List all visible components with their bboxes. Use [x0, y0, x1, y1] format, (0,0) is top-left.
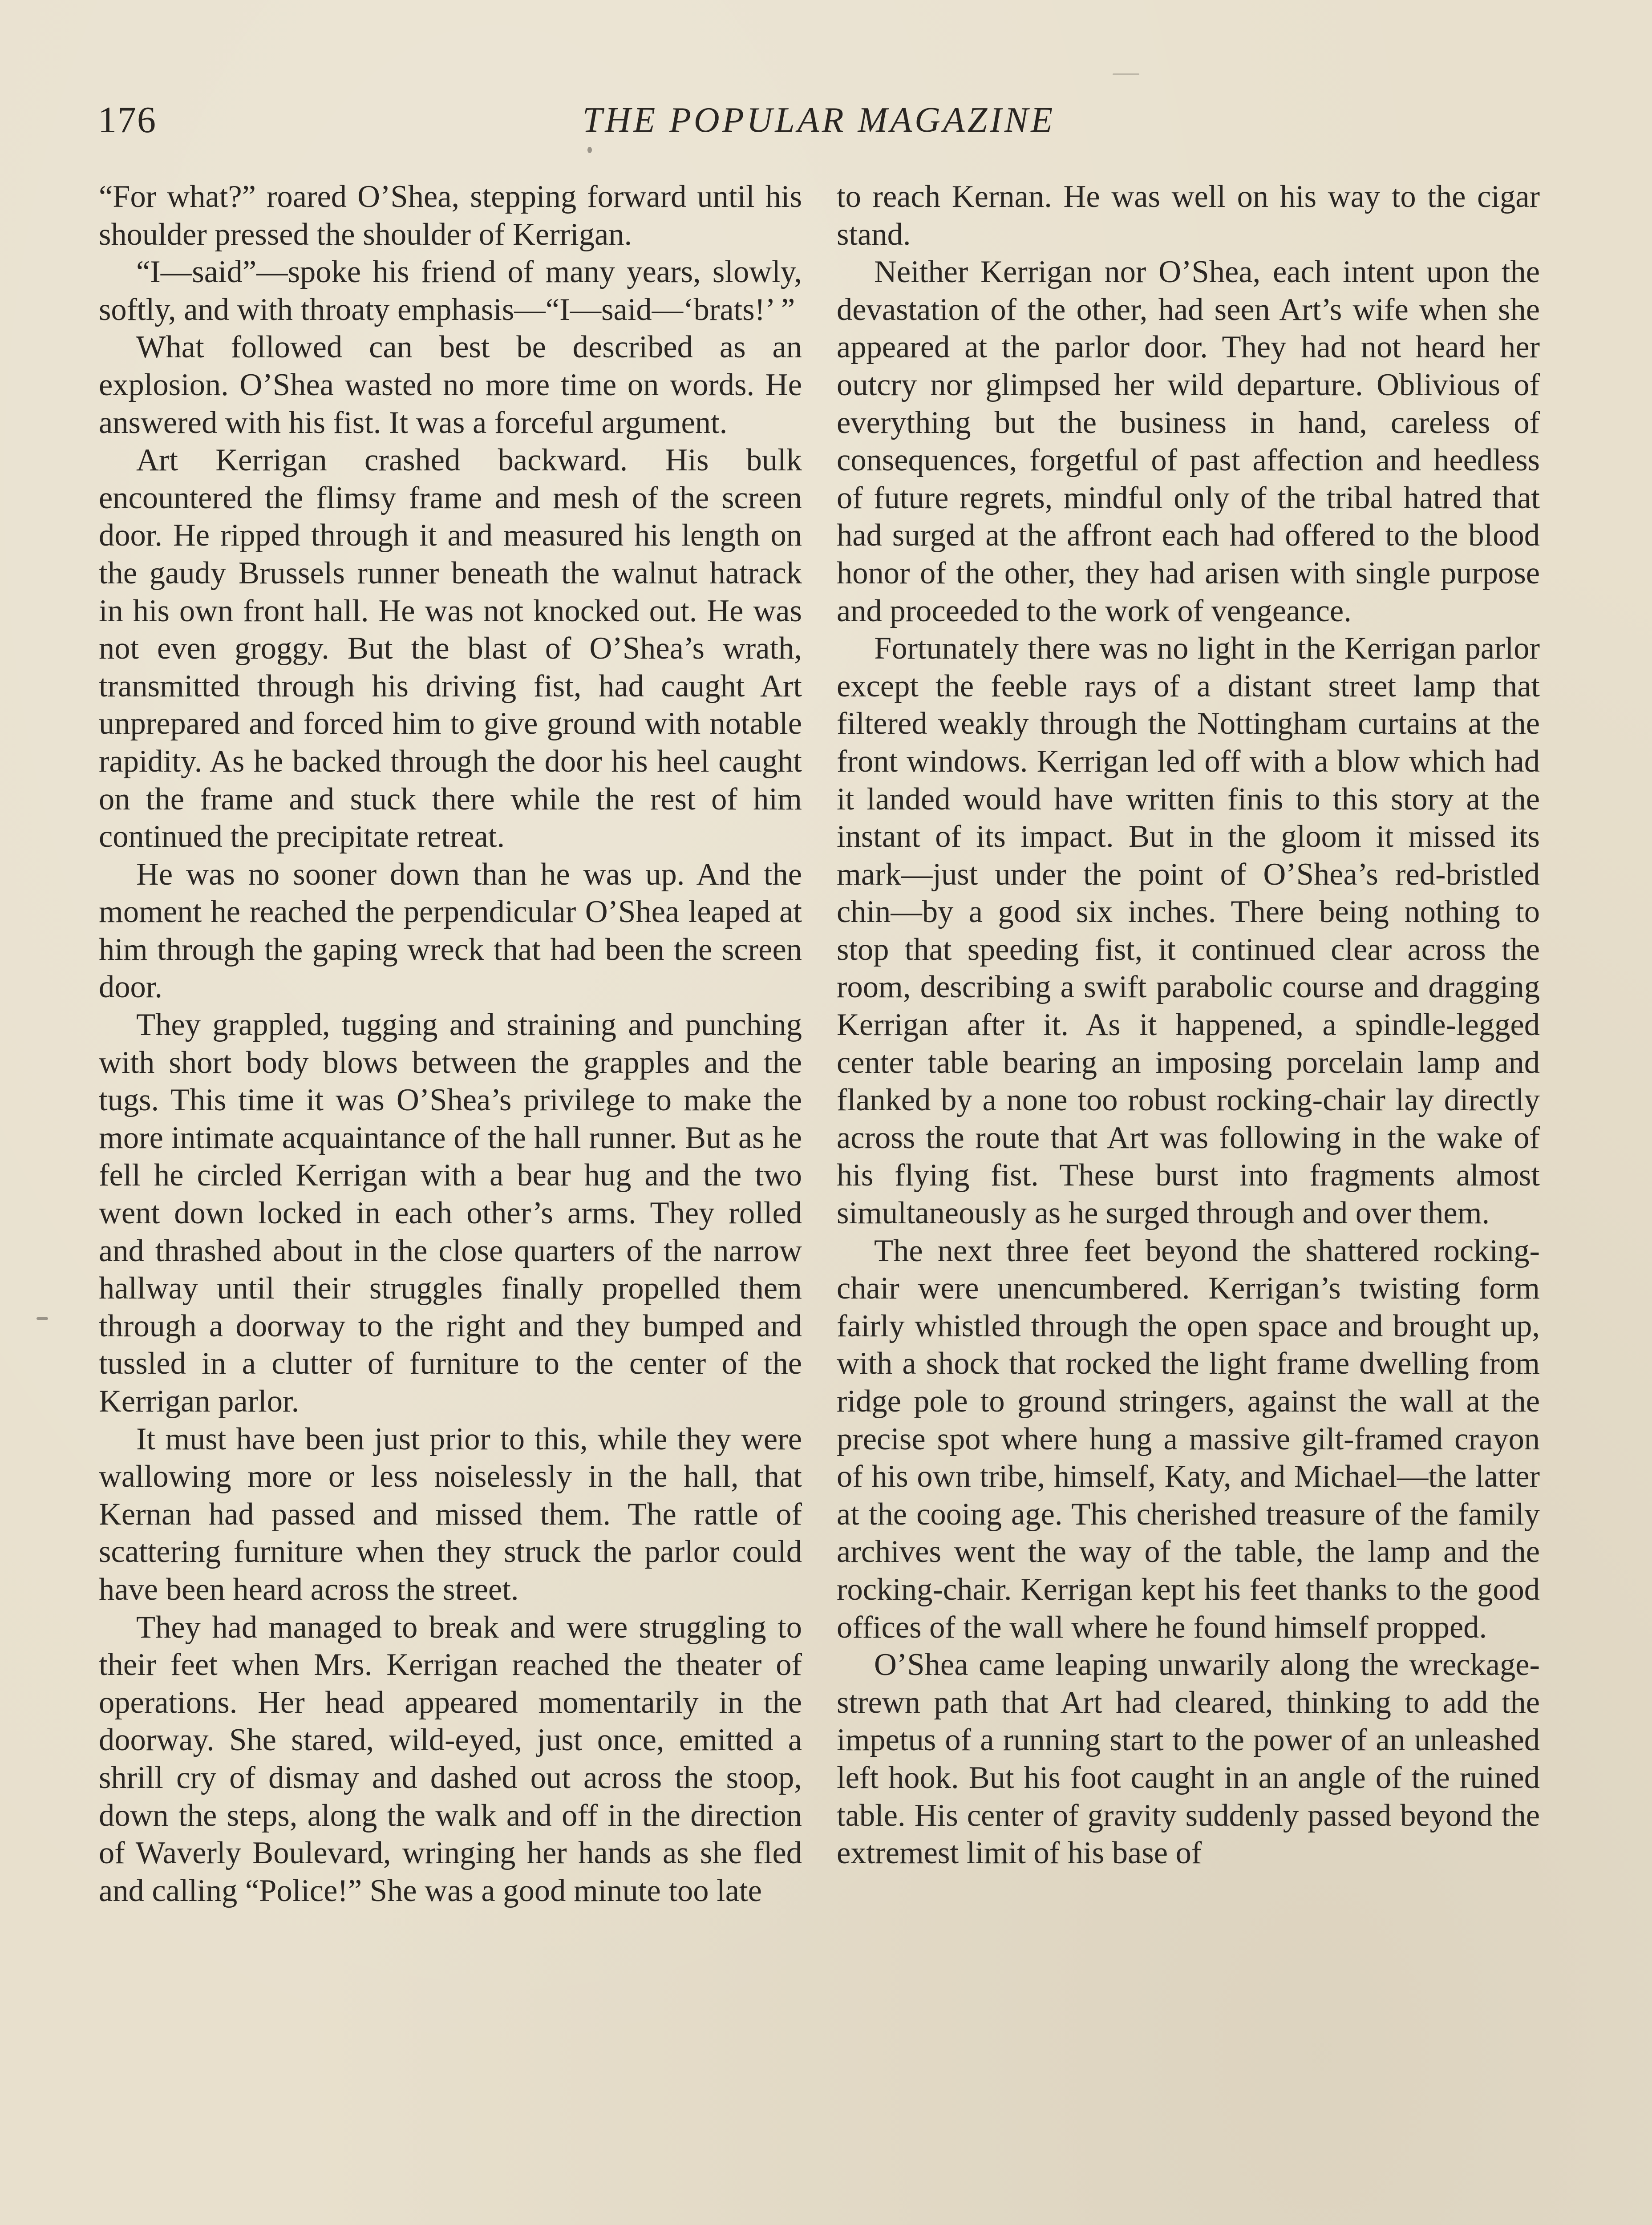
page-number: 176 [98, 99, 157, 141]
paragraph: The next three feet beyond the shattered rocking-chair were unencumbered. Kerrigan’s twisting form fairly whistled through the open space and brought up, with a shock that rocked the light frame dwelling from ridge pole to ground stringers, against the wall at the precise spot where hung a massive gilt-framed crayon of his own tribe, himself, Katy, and Michael—the latter at the cooing age. This cherished treasure of the family archives went the way of the table, the lamp and the rocking-chair. Kerrigan kept his feet thanks to the good offices of the wall where he found himself propped. [837, 1233, 1540, 1645]
paper-speck [1113, 73, 1139, 75]
paragraph: Fortunately there was no light in the Kerrigan parlor except the feeble rays of a distant street lamp that filtered weakly through the Nottingham curtains at the front windows. Kerrigan led off with a blow which had it landed would have written finis to this story at the instant of its impact. But in the gloom it missed its mark—just under the point of O’Shea’s red-bristled chin—by a good six inches. There being nothing to stop that speeding fist, it continued clear across the room, describing a swift parabolic course and dragging Kerrigan after it. As it happened, a spindle-legged center table bearing an imposing porcelain lamp and flanked by a none too robust rocking-chair lay directly across the route that Art was following in the wake of his flying fist. These burst into fragments almost simultaneously as he surged through and over them. [837, 631, 1540, 1231]
paragraph: “For what?” roared O’Shea, stepping forward until his shoulder pressed the shoulder of Kerrigan. [99, 179, 802, 252]
paper-speck [587, 147, 592, 153]
paragraph: “I—said”—spoke his friend of many years, slowly, softly, and with throaty emphasis—“I—said—‘brats!’ ” [99, 255, 802, 327]
page-header [98, 96, 1540, 149]
paragraph: Neither Kerrigan nor O’Shea, each intent upon the devastation of the other, had seen Art’s wife when she appeared at the parlor door. They had not heard her outcry nor glimpsed her wild departure. Oblivious of everything but the business in hand, careless of consequences, forgetful of past affection and heedless of future regrets, mindful only of the tribal hatred that had surged at the affront each had offered to the blood honor of the other, they had arisen with single purpose and proceeded to the work of vengeance. [837, 255, 1540, 628]
right-column [837, 178, 1540, 1872]
paragraph: It must have been just prior to this, while they were wallowing more or less noiselessly in the hall, that Kernan had passed and missed them. The rattle of scattering furniture when they struck the parlor could have been heard across the street. [99, 1421, 802, 1607]
paragraph: Art Kerrigan crashed backward. His bulk encountered the flimsy frame and mesh of the screen door. He ripped through it and measured his length on the gaudy Brussels runner beneath the walnut hatrack in his own front hall. He was not knocked out. He was not even groggy. But the blast of O’Shea’s wrath, transmitted through his driving fist, had caught Art unprepared and forced him to give ground with notable rapidity. As he backed through the door his heel caught on the frame and stuck there while the rest of him continued the precipitate retreat. [99, 443, 802, 854]
paragraph: What followed can best be described as an explosion. O’Shea wasted no more time on words. He answered with his fist. It was a forceful argument. [99, 330, 802, 440]
paragraph: They grappled, tugging and straining and punching with short body blows between the grapples and the tugs. This time it was O’Shea’s privilege to make the more intimate acquaintance of the hall runner. But as he fell he circled Kerrigan with a bear hug and the two went down locked in each other’s arms. They rolled and thrashed about in the close quarters of the narrow hallway until their struggles finally propelled them through a doorway to the right and they bumped and tussled in a clutter of furniture to the center of the Kerrigan parlor. [99, 1007, 802, 1419]
paragraph: He was no sooner down than he was up. And the moment he reached the perpendicular O’Shea leaped at him through the gaping wreck that had been the screen door. [99, 857, 802, 1005]
paragraph: to reach Kernan. He was well on his way to the cigar stand. [837, 179, 1540, 252]
left-column [99, 178, 802, 1909]
paragraph: They had managed to break and were struggling to their feet when Mrs. Kerrigan reached the theater of operations. Her head appeared momentarily in the doorway. She stared, wild-eyed, just once, emitted a shrill cry of dismay and dashed out across the stoop, down the steps, along the walk and off in the direction of Waverly Boulevard, wringing her hands as she fled and calling “Police!” She was a good minute too late [99, 1610, 802, 1908]
paper-speck [36, 1317, 48, 1320]
running-title: THE POPULAR MAGAZINE [582, 101, 1056, 140]
paragraph: O’Shea came leaping unwarily along the wreckage-strewn path that Art had cleared, thinking to add the impetus of a running start to the power of an unleashed left hook. But his foot caught in an angle of the ruined table. His center of gravity suddenly passed beyond the extremest limit of his base of [837, 1647, 1540, 1871]
